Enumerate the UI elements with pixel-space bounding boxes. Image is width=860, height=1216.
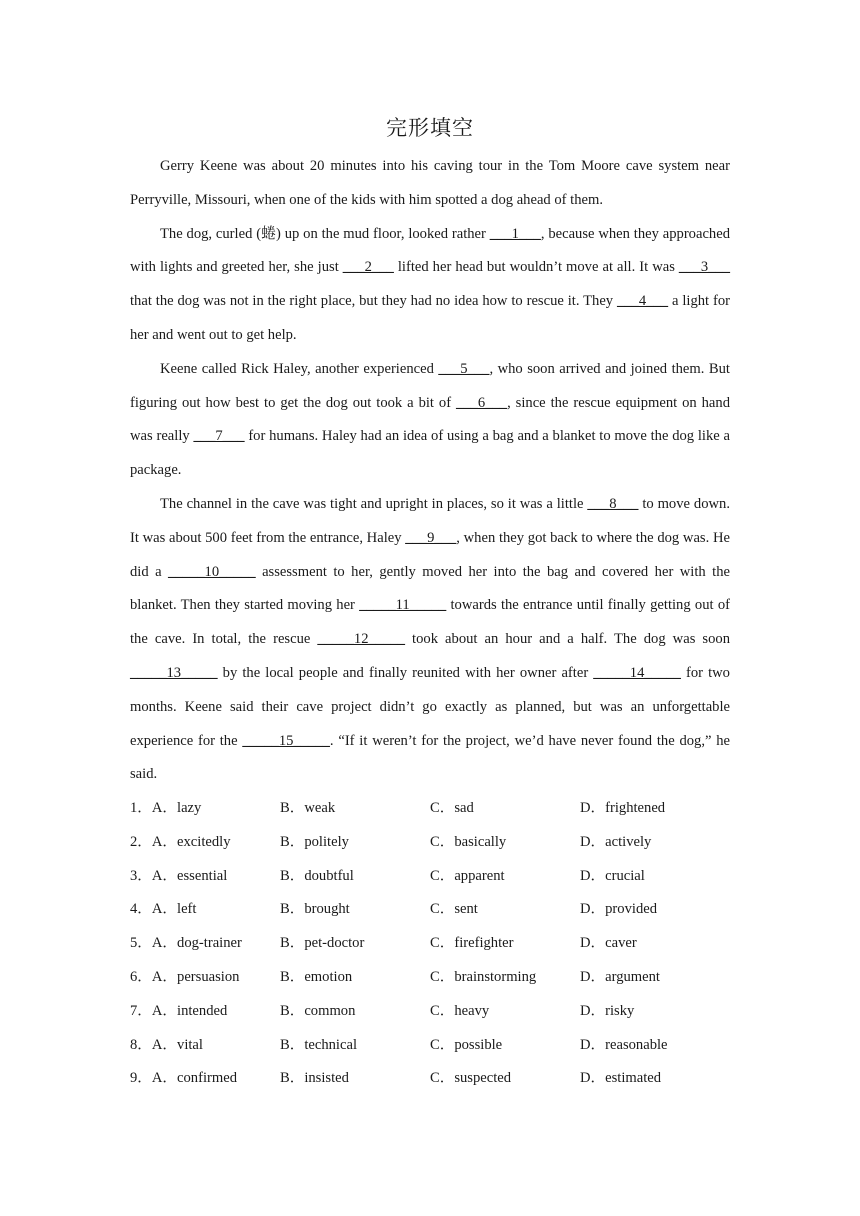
passage-text: that the dog was not in the right place, but they had no idea how to rescue it. They — [130, 293, 617, 310]
passage-text: , when they got back to where the dog was. He did a — [130, 529, 730, 580]
passage-text: lifted her head but wouldn’t move at all. It was — [393, 259, 679, 276]
option-d: D．risky — [580, 1002, 635, 1019]
option-b: B．common — [280, 1002, 356, 1019]
blank-4: ___4___ — [617, 293, 669, 310]
blank-3: ___3___ — [678, 259, 730, 276]
blank-15: _____15_____ — [242, 732, 330, 749]
question-row-3 — [130, 860, 750, 894]
passage-text: Keene called Rick Haley, another experienced — [160, 360, 439, 377]
option-c: C．sad — [430, 800, 474, 816]
paragraph-3 — [130, 353, 730, 488]
passage-text: to move down. It was about 500 feet from the entrance, Haley — [130, 495, 730, 546]
option-c: C．sent — [430, 901, 478, 918]
passage-text: took about an hour and a half. The dog was soon — [404, 631, 731, 648]
option-b: B．pet-doctor — [280, 935, 365, 952]
option-b: B．weak — [280, 800, 336, 816]
blank-6: ___6___ — [456, 394, 508, 411]
passage-text: The dog, curled (蜷) up on the mud floor, looked rather — [160, 225, 490, 242]
paragraph-2 — [130, 218, 730, 353]
option-a: 6．A．persuasion — [130, 968, 240, 985]
blank-8: ___8___ — [587, 495, 639, 512]
question-row-5 — [130, 927, 750, 961]
option-a: 4．A．left — [130, 901, 197, 918]
option-d: D．frightened — [580, 800, 666, 816]
passage-text: . “If it weren’t for the project, we’d have never found the dog,” he said. — [130, 732, 731, 783]
option-b: B．brought — [280, 901, 350, 918]
passage-text: , because when they approached with lights and greeted her, she just — [130, 225, 731, 276]
option-b: B．emotion — [280, 968, 353, 985]
option-b: B．doubtful — [280, 867, 354, 884]
blank-14: _____14_____ — [593, 664, 681, 681]
option-d: D．crucial — [580, 867, 645, 884]
blank-11: _____11_____ — [359, 597, 447, 614]
page-title: 完形填空 — [386, 116, 474, 140]
passage-text: , who soon arrived and joined them. But figuring out how best to get the dog out took a bit of — [130, 360, 730, 411]
paragraph-1: Gerry Keene was about 20 minutes into his caving tour in the Tom Moore cave system near Perryville, Missouri, when one of the kids with him spotted a dog ahead of them. — [130, 158, 730, 208]
option-d: D．provided — [580, 901, 658, 918]
option-b: B．politely — [280, 833, 349, 850]
option-c: C．possible — [430, 1036, 503, 1053]
blank-9: ___9___ — [405, 529, 457, 546]
option-d: D．caver — [580, 935, 637, 952]
blank-13: _____13_____ — [130, 664, 218, 681]
option-c: C．brainstorming — [430, 968, 537, 985]
blank-2: ___2___ — [342, 259, 394, 276]
question-row-8 — [130, 1029, 750, 1063]
cloze-passage — [130, 150, 730, 792]
blank-10: _____10_____ — [168, 563, 256, 580]
passage-text: a light for her and went out to get help. — [130, 293, 730, 343]
passage-text: by the local people and finally reunited with her owner after — [217, 664, 594, 681]
option-c: C．firefighter — [430, 935, 514, 952]
option-c: C．apparent — [430, 867, 505, 884]
option-d: D．reasonable — [580, 1036, 668, 1053]
passage-text: , since the rescue equipment on hand was really — [130, 394, 731, 445]
question-row-4 — [130, 893, 750, 927]
question-row-1 — [130, 792, 750, 826]
passage-text: assessment to her, gently moved her into the bag and covered her with the blanket. Then they started moving her — [130, 563, 730, 614]
option-c: C．heavy — [430, 1002, 490, 1019]
option-d: D．estimated — [580, 1070, 662, 1087]
option-d: D．argument — [580, 968, 660, 985]
blank-12: _____12_____ — [317, 631, 405, 648]
passage-text: for two months. Keene said their cave project didn’t go exactly as planned, but was an unforgettable experience for the — [130, 664, 730, 749]
option-a: 9．A．confirmed — [130, 1070, 237, 1087]
option-c: C．suspected — [430, 1070, 512, 1087]
option-a: 7．A．intended — [130, 1002, 228, 1019]
option-a: 2．A．excitedly — [130, 833, 231, 850]
option-c: C．basically — [430, 833, 507, 850]
question-row-9 — [130, 1062, 750, 1096]
blank-1: ___1___ — [489, 225, 541, 242]
option-a: 5．A．dog-trainer — [130, 935, 242, 952]
blank-5: ___5___ — [438, 360, 490, 377]
option-a: 1．A．lazy — [130, 800, 202, 816]
question-row-2 — [130, 826, 750, 860]
option-a: 3．A．essential — [130, 867, 228, 884]
paragraph-4 — [130, 488, 730, 792]
passage-text: towards the entrance until finally getting out of the cave. In total, the rescue — [130, 597, 730, 648]
option-b: B．insisted — [280, 1070, 349, 1087]
option-b: B．technical — [280, 1036, 357, 1053]
blank-7: ___7___ — [193, 428, 245, 445]
option-d: D．actively — [580, 833, 652, 850]
passage-text: for humans. Haley had an idea of using a bag and a blanket to move the dog like a package. — [130, 428, 730, 479]
answer-options — [130, 792, 750, 1096]
question-row-6 — [130, 961, 750, 995]
passage-text: The channel in the cave was tight and upright in places, so it was a little — [160, 495, 588, 512]
question-row-7 — [130, 995, 750, 1029]
option-a: 8．A．vital — [130, 1036, 203, 1053]
